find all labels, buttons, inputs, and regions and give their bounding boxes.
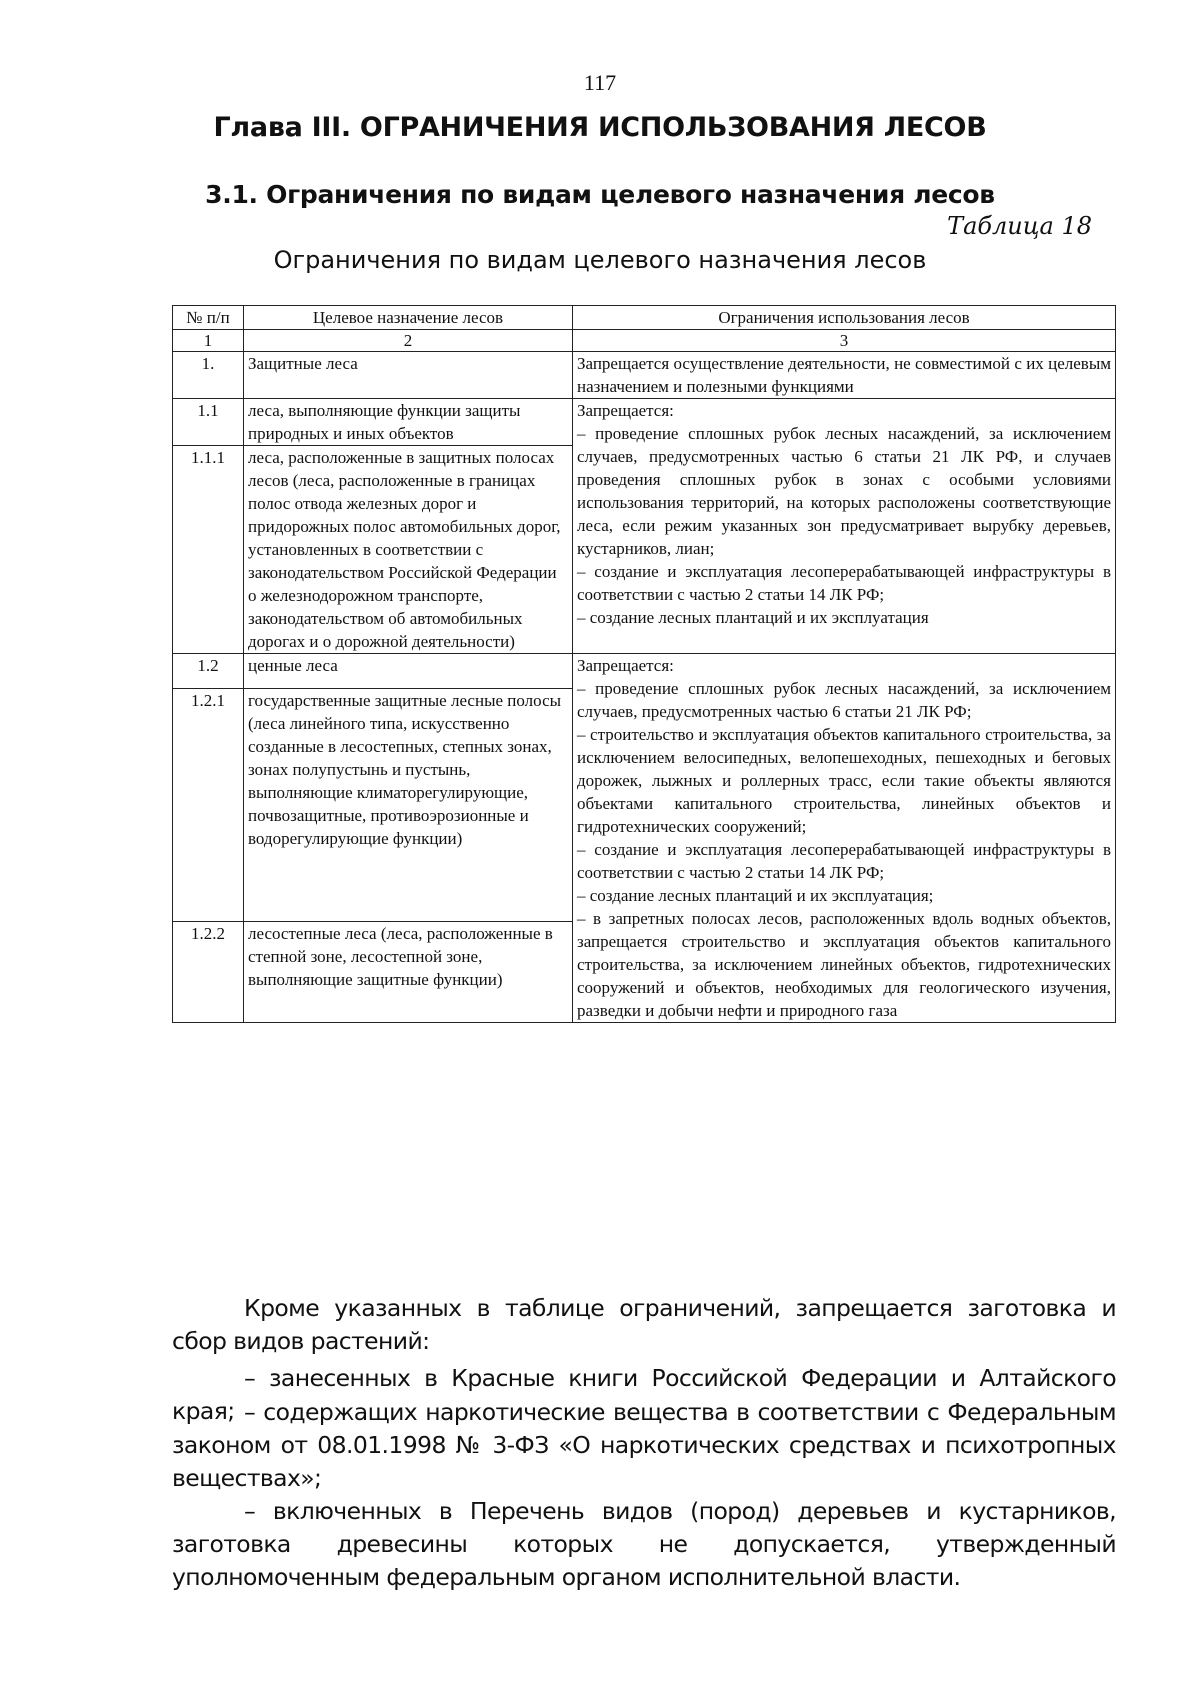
body-paragraph: – включенных в Перечень видов (пород) деревьев и кустарников, заготовка древесины которых не допускается, утвержденный уполномоченным федеральным органом исполнительной власти.: [172, 1497, 1116, 1591]
restriction-line: – создание и эксплуатация лесоперерабатывающей инфраструктуры в соответствии с частью 2 статьи 14 ЛК РФ;: [577, 562, 1111, 604]
column-number-2: 2: [244, 330, 573, 352]
table-number: Таблица 18: [947, 212, 1092, 240]
row-purpose: ценные леса: [244, 654, 573, 689]
body-paragraph: – содержащих наркотические вещества в соответствии с Федеральным законом от 08.01.1998 № 3-ФЗ «О наркотических средствах и психотропных веществах»;: [172, 1398, 1116, 1492]
restriction-line: – проведение сплошных рубок лесных насаждений, за исключением случаев, предусмотренных частью 6 статьи 21 ЛК РФ, и случаев проведения сплошных рубок в зонах с особыми условиями использования территорий, на которых расположены соответствующие леса, если режим указанных зон предусматривает вырубку деревьев, кустарников, лиан;: [577, 424, 1111, 558]
header-number: № п/п: [173, 306, 244, 330]
header-restrictions: Ограничения использования лесов: [573, 306, 1116, 330]
restrictions-group-2: [573, 654, 1116, 1023]
table-row: [173, 352, 1116, 399]
row-number: 1.2.2: [173, 922, 244, 1023]
restriction-line: – строительство и эксплуатация объектов капитального строительства, за исключением велосипедных, велопешеходных, пешеходных и беговых дорожек, лыжных и роллерных трасс, если такие объекты являются объектами капитального строительства, линейных объектов и гидротехнических сооружений;: [577, 725, 1111, 836]
page-number: 117: [583, 70, 617, 95]
restriction-line: Запрещается:: [577, 656, 674, 675]
header-purpose: Целевое назначение лесов: [244, 306, 573, 330]
row-number: 1.1.1: [173, 446, 244, 654]
table-row: [173, 399, 1116, 446]
row-purpose: лесостепные леса (леса, расположенные в степной зоне, лесостепной зоне, выполняющие защитные функции): [244, 922, 573, 1023]
row-restrictions: Запрещается осуществление деятельности, не совместимой с их целевым назначением и полезными функциями: [573, 352, 1116, 399]
table-column-numbers-row: [173, 330, 1116, 352]
column-number-1: 1: [173, 330, 244, 352]
table-header-row: [173, 306, 1116, 330]
body-paragraph: – занесенных в Красные книги Российской Федерации и Алтайского края;: [172, 1364, 1116, 1425]
restriction-line: – проведение сплошных рубок лесных насаждений, за исключением случаев, предусмотренных частью 6 статьи 21 ЛК РФ;: [577, 679, 1111, 721]
body-paragraph: Кроме указанных в таблице ограничений, запрещается заготовка и сбор видов растений:: [172, 1294, 1116, 1355]
restriction-line: – создание лесных плантаций и их эксплуатация: [577, 608, 929, 627]
row-number: 1.2: [173, 654, 244, 689]
row-purpose: леса, выполняющие функции защиты природных и иных объектов: [244, 399, 573, 446]
restrictions-group-1: [573, 399, 1116, 654]
row-purpose: леса, расположенные в защитных полосах лесов (леса, расположенные в границах полос отвода железных дорог и придорожных полос автомобильных дорог, установленных в соответствии с законодательством Российской Федерации о железнодорожном транспорте, законодательством об автомобильных дорогах и о дорожной деятельности): [244, 446, 573, 654]
table-row: [173, 654, 1116, 689]
row-number: 1.2.1: [173, 688, 244, 922]
restriction-line: – в запретных полосах лесов, расположенных вдоль водных объектов, запрещается строительство и эксплуатация объектов капитального строительства, за исключением линейных объектов, гидротехнических сооружений и объектов, необходимых для геологического изучения, разведки и добычи нефти и природного газа: [577, 909, 1111, 1020]
restrictions-table: [172, 305, 1116, 1023]
row-number: 1.: [173, 352, 244, 399]
restriction-line: Запрещается:: [577, 401, 674, 420]
restriction-line: – создание лесных плантаций и их эксплуатация;: [577, 886, 934, 905]
table-caption: Ограничения по видам целевого назначения лесов: [273, 246, 927, 274]
column-number-3: 3: [573, 330, 1116, 352]
row-purpose: Защитные леса: [244, 352, 573, 399]
restriction-line: – создание и эксплуатация лесоперерабатывающей инфраструктуры в соответствии с частью 2 статьи 14 ЛК РФ;: [577, 840, 1111, 882]
row-purpose: государственные защитные лесные полосы (леса линейного типа, искусственно созданные в лесостепных, степных зонах, зонах полупустынь и пустынь, выполняющие климаторегулирующие, почвозащитные, противоэрозионные и водорегулирующие функции): [244, 688, 573, 922]
section-title: 3.1. Ограничения по видам целевого назначения лесов: [205, 180, 995, 209]
chapter-title: Глава III. ОГРАНИЧЕНИЯ ИСПОЛЬЗОВАНИЯ ЛЕСОВ: [213, 112, 987, 143]
row-number: 1.1: [173, 399, 244, 446]
